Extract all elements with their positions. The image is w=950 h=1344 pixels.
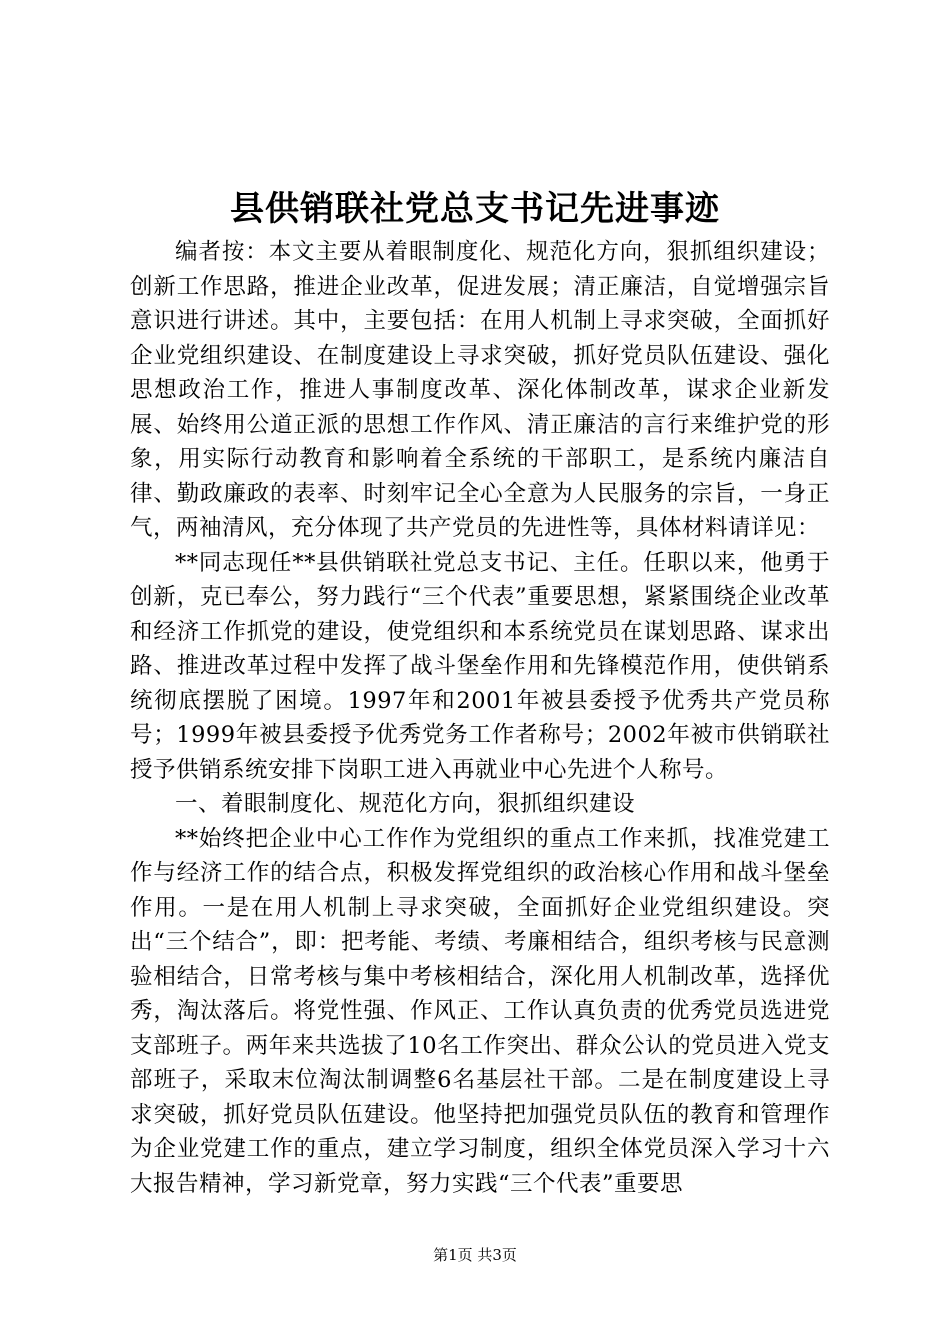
intro-paragraph: **同志现任**县供销联社党总支书记、主任。任职以来，他勇于创新，克已奉公，努力践行“三个代表”重要思想，紧紧围绕企业改革和经济工作抓党的建设，使党组织和本系统党员在谋划思路、谋求出路、推进改革过程中发挥了战斗堡垒作用和先锋模范作用，使供销系统彻底摆脱了困境。1997年和2001年被县委授予优秀共产党员称号；1999年被县委授予优秀党务工作者称号；2002年被市供销联社授予供销系统安排下岗职工进入再就业中心先进个人称号。 [130, 549, 830, 783]
document-body [130, 235, 830, 1201]
section-heading: 一、着眼制度化、规范化方向，狠抓组织建设 [175, 791, 636, 817]
document-title: 县供销联社党总支书记先进事迹 [230, 189, 720, 229]
section-paragraph: **始终把企业中心工作作为党组织的重点工作来抓，找准党建工作与经济工作的结合点，积极发挥党组织的政治核心作用和战斗堡垒作用。一是在用人机制上寻求突破，全面抓好企业党组织建设。突出“三个结合”，即：把考能、考绩、考廉相结合，组织考核与民意测验相结合，日常考核与集中考核相结合，深化用人机制改革，选择优秀，淘汰落后。将党性强、作风正、工作认真负责的优秀党员选进党支部班子。两年来共选拔了10名工作突出、群众公认的党员进入党支部班子，采取末位淘汰制调整6名基层社干部。二是在制度建设上寻求突破，抓好党员队伍建设。他坚持把加强党员队伍的教育和管理作为企业党建工作的重点，建立学习制度，组织全体党员深入学习十六大报告精神，学习新党章，努力实践“三个代表”重要思 [130, 825, 830, 1197]
editor-note-paragraph: 编者按：本文主要从着眼制度化、规范化方向，狠抓组织建设；创新工作思路，推进企业改革，促进发展；清正廉洁，自觉增强宗旨意识进行讲述。其中，主要包括：在用人机制上寻求突破，全面抓好企业党组织建设、在制度建设上寻求突破，抓好党员队伍建设、强化思想政治工作，推进人事制度改革、深化体制改革，谋求企业新发展、始终用公道正派的思想工作作风、清正廉洁的言行来维护党的形象，用实际行动教育和影响着全系统的干部职工，是系统内廉洁自律、勤政廉政的表率、时刻牢记全心全意为人民服务的宗旨，一身正气，两袖清风，充分体现了共产党员的先进性等，具体材料请详见： [130, 239, 830, 541]
page-number-footer: 第1页 共3页 [433, 1246, 517, 1264]
